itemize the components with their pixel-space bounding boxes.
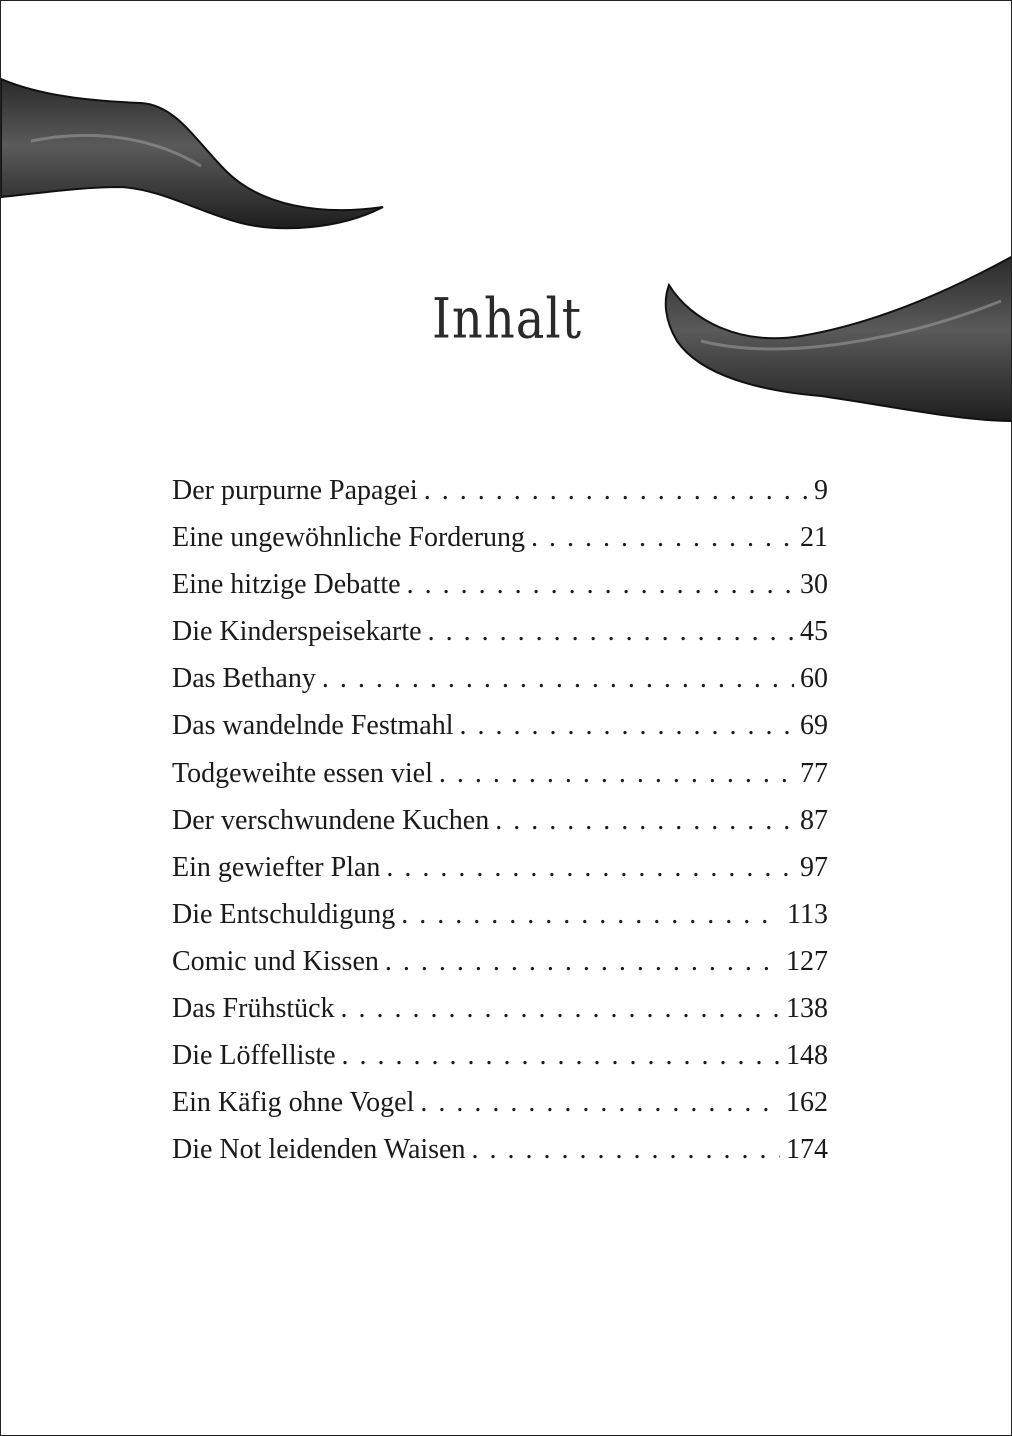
toc-entry (172, 518, 828, 565)
chapter-title: Der purpurne Papagei (172, 475, 418, 506)
dot-leader (531, 518, 794, 558)
chapter-title: Der verschwundene Kuchen (172, 804, 490, 836)
chapter-title: Eine ungewöhnliche Forderung (172, 522, 526, 554)
page-number: 69 (800, 710, 828, 742)
toc-entry (172, 801, 828, 848)
toc-entry (172, 1083, 828, 1130)
chapter-title: Comic und Kissen (172, 945, 379, 977)
tentacle-illustration (1, 1, 1012, 441)
toc-entry (172, 754, 828, 801)
page-number: 148 (786, 1040, 828, 1072)
page-number: 97 (800, 851, 828, 883)
chapter-title: Die Entschuldigung (172, 898, 396, 930)
dot-leader (420, 1083, 780, 1123)
toc-entry (172, 612, 828, 659)
toc-entry (172, 942, 828, 989)
tentacle-top-left (1, 79, 383, 228)
chapter-title: Das Frühstück (172, 993, 335, 1025)
dot-leader (386, 848, 794, 888)
page-number: 162 (786, 1087, 828, 1119)
toc-entry (172, 659, 828, 706)
dot-leader (322, 659, 794, 699)
dot-leader (424, 471, 808, 511)
page-number: 9 (814, 475, 828, 506)
chapter-title: Die Not leidenden Waisen (172, 1134, 466, 1166)
dot-leader (471, 1130, 780, 1170)
dot-leader (342, 1036, 780, 1076)
dot-leader (495, 801, 794, 841)
page-number: 87 (800, 804, 828, 836)
chapter-title: Die Kinderspeisekarte (172, 616, 422, 648)
dot-leader (407, 565, 794, 605)
chapter-title: Das wandelnde Festmahl (172, 710, 454, 742)
dot-leader (460, 706, 795, 746)
page-number: 60 (800, 663, 828, 695)
toc-entry (172, 565, 828, 612)
page-number: 77 (800, 757, 828, 789)
page-number: 45 (800, 616, 828, 648)
chapter-title: Ein Käfig ohne Vogel (172, 1087, 415, 1119)
toc-entry (172, 471, 828, 518)
chapter-title: Todgeweihte essen viel (172, 757, 433, 789)
dot-leader (341, 989, 780, 1029)
dot-leader (428, 612, 794, 652)
page-number: 113 (787, 898, 828, 930)
chapter-title: Ein gewiefter Plan (172, 851, 381, 883)
page-number: 174 (786, 1134, 828, 1166)
toc-entry (172, 1036, 828, 1083)
chapter-title: Die Löffelliste (172, 1040, 336, 1072)
dot-leader (439, 754, 794, 794)
dot-leader (385, 942, 780, 982)
page-number: 138 (786, 993, 828, 1025)
page-number: 21 (800, 522, 828, 554)
table-of-contents (172, 471, 828, 1177)
page-number: 30 (800, 569, 828, 601)
toc-entry (172, 706, 828, 753)
toc-entry (172, 848, 828, 895)
toc-entry (172, 895, 828, 942)
toc-entry (172, 989, 828, 1036)
dot-leader (401, 895, 781, 935)
chapter-title: Eine hitzige Debatte (172, 569, 401, 601)
toc-entry (172, 1130, 828, 1177)
page-number: 127 (786, 945, 828, 977)
page-title: Inhalt (431, 286, 583, 352)
chapter-title: Das Bethany (172, 663, 316, 695)
